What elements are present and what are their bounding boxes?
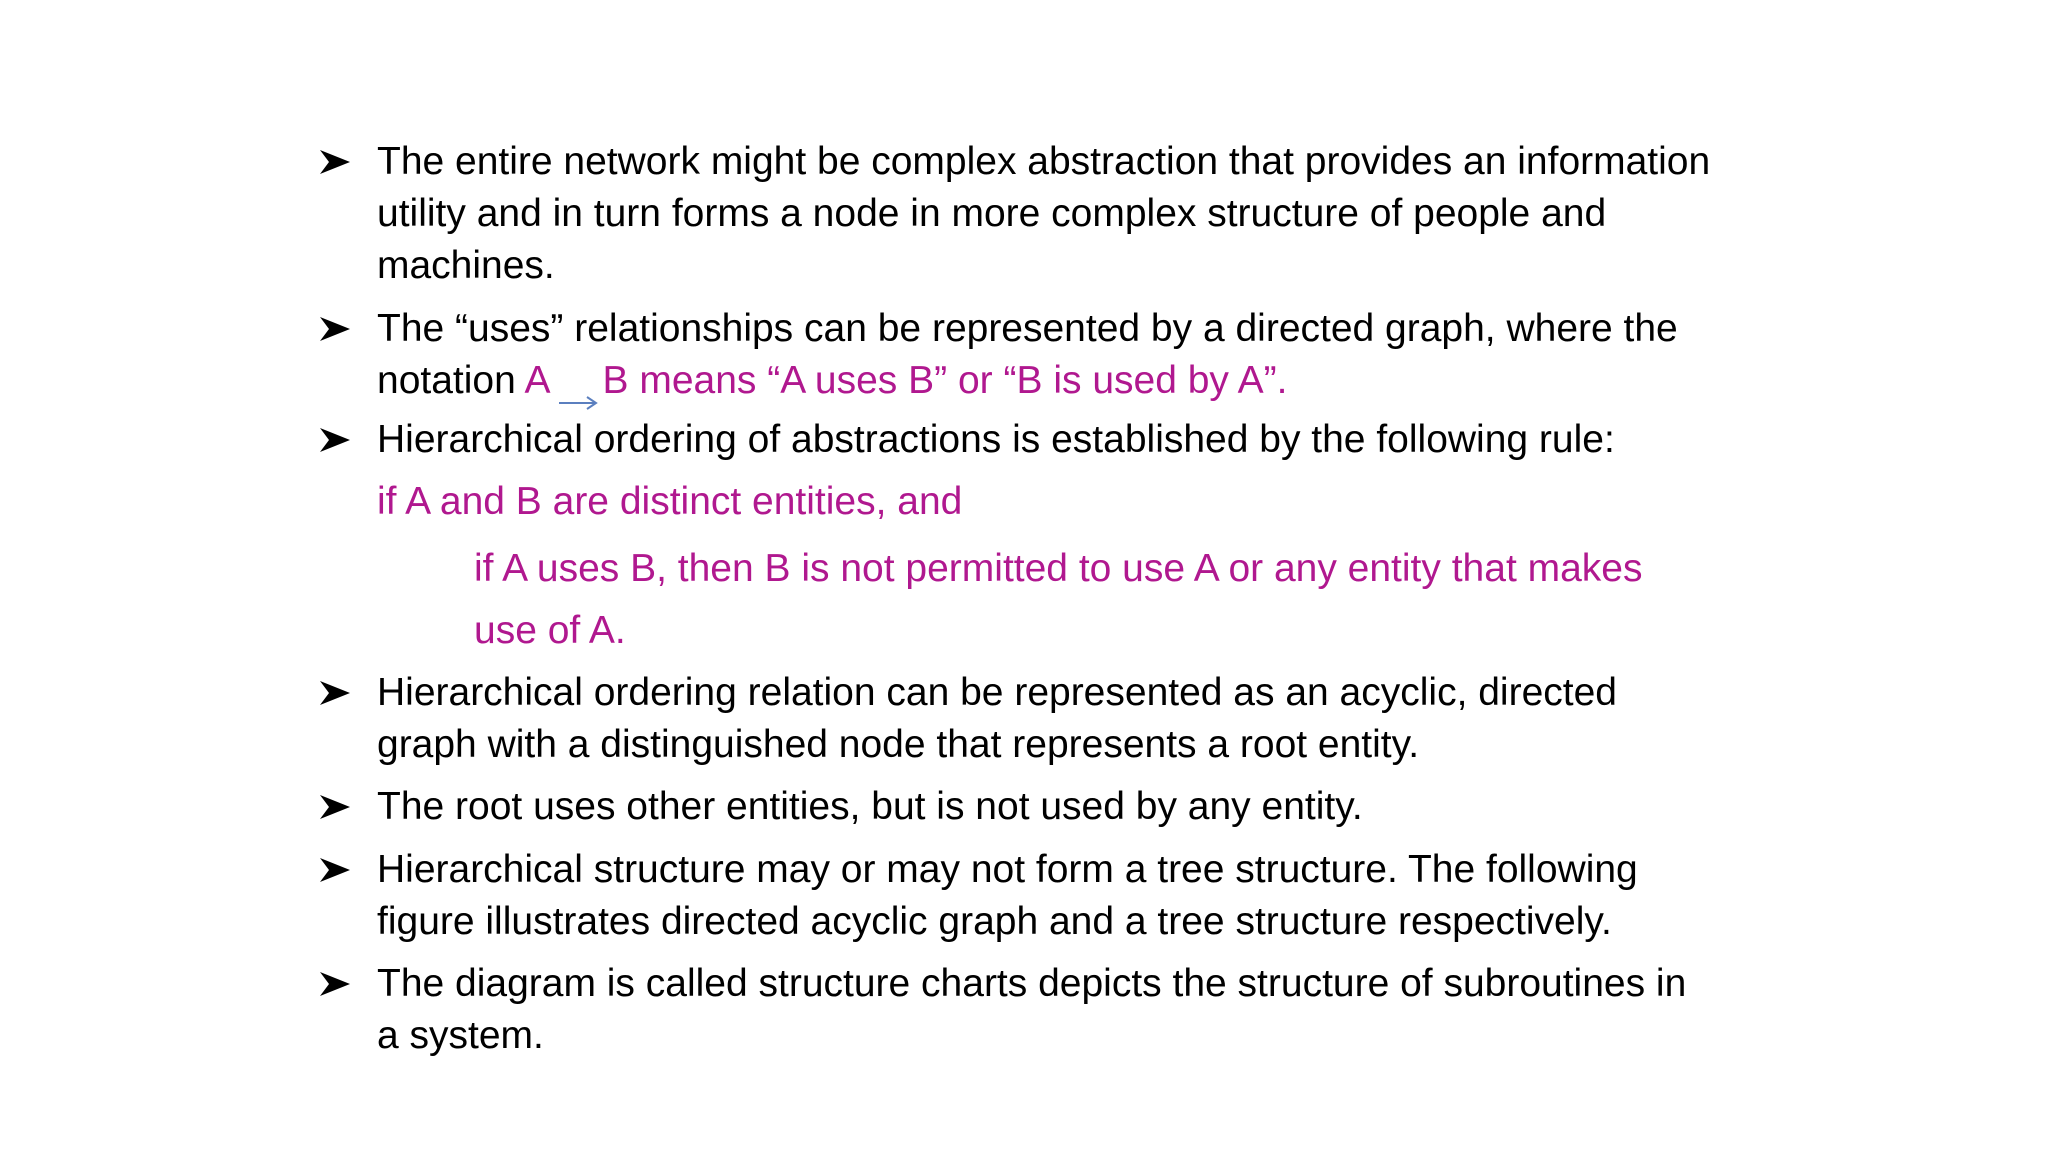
arrowhead-bullet-icon [320, 681, 350, 705]
rule-line-2: if A uses B, then B is not permitted to use A or any entity that makes [474, 547, 1643, 590]
arrowhead-bullet-icon [320, 972, 350, 996]
arrowhead-bullet-icon [320, 428, 350, 452]
bullet-text: The entire network might be complex abstraction that provides an information utility and in turn forms a node in more complex structure of people and machines. [377, 140, 1711, 287]
arrowhead-bullet-icon [320, 795, 350, 819]
notation-a: A [524, 359, 551, 402]
arrowhead-bullet-icon [320, 858, 350, 882]
bullet-text-plain: The “uses” relationships can be represented by a directed graph, where the notation [377, 307, 1678, 402]
bullet-text: Hierarchical structure may or may not form a tree structure. The following figure illustrates directed acyclic graph and a tree structure respectively. [377, 848, 1638, 943]
arrowhead-bullet-icon [320, 150, 350, 174]
bullet-text: Hierarchical ordering relation can be represented as an acyclic, directed graph with a distinguished node that represents a root entity. [377, 671, 1617, 766]
rule-line-3: use of A. [474, 609, 626, 652]
rule-line-1: if A and B are distinct entities, and [377, 480, 963, 523]
bullet-text: The root uses other entities, but is not used by any entity. [377, 785, 1363, 828]
right-arrow-icon [557, 373, 599, 393]
bullet-text: The diagram is called structure charts depicts the structure of subroutines in a system. [377, 962, 1687, 1057]
arrowhead-bullet-icon [320, 317, 350, 341]
bullet-text: Hierarchical ordering of abstractions is established by the following rule: [377, 418, 1615, 461]
bullet-text [377, 303, 1717, 407]
notation-highlight: B means “A uses B” or “B is used by A”. [602, 359, 1288, 402]
